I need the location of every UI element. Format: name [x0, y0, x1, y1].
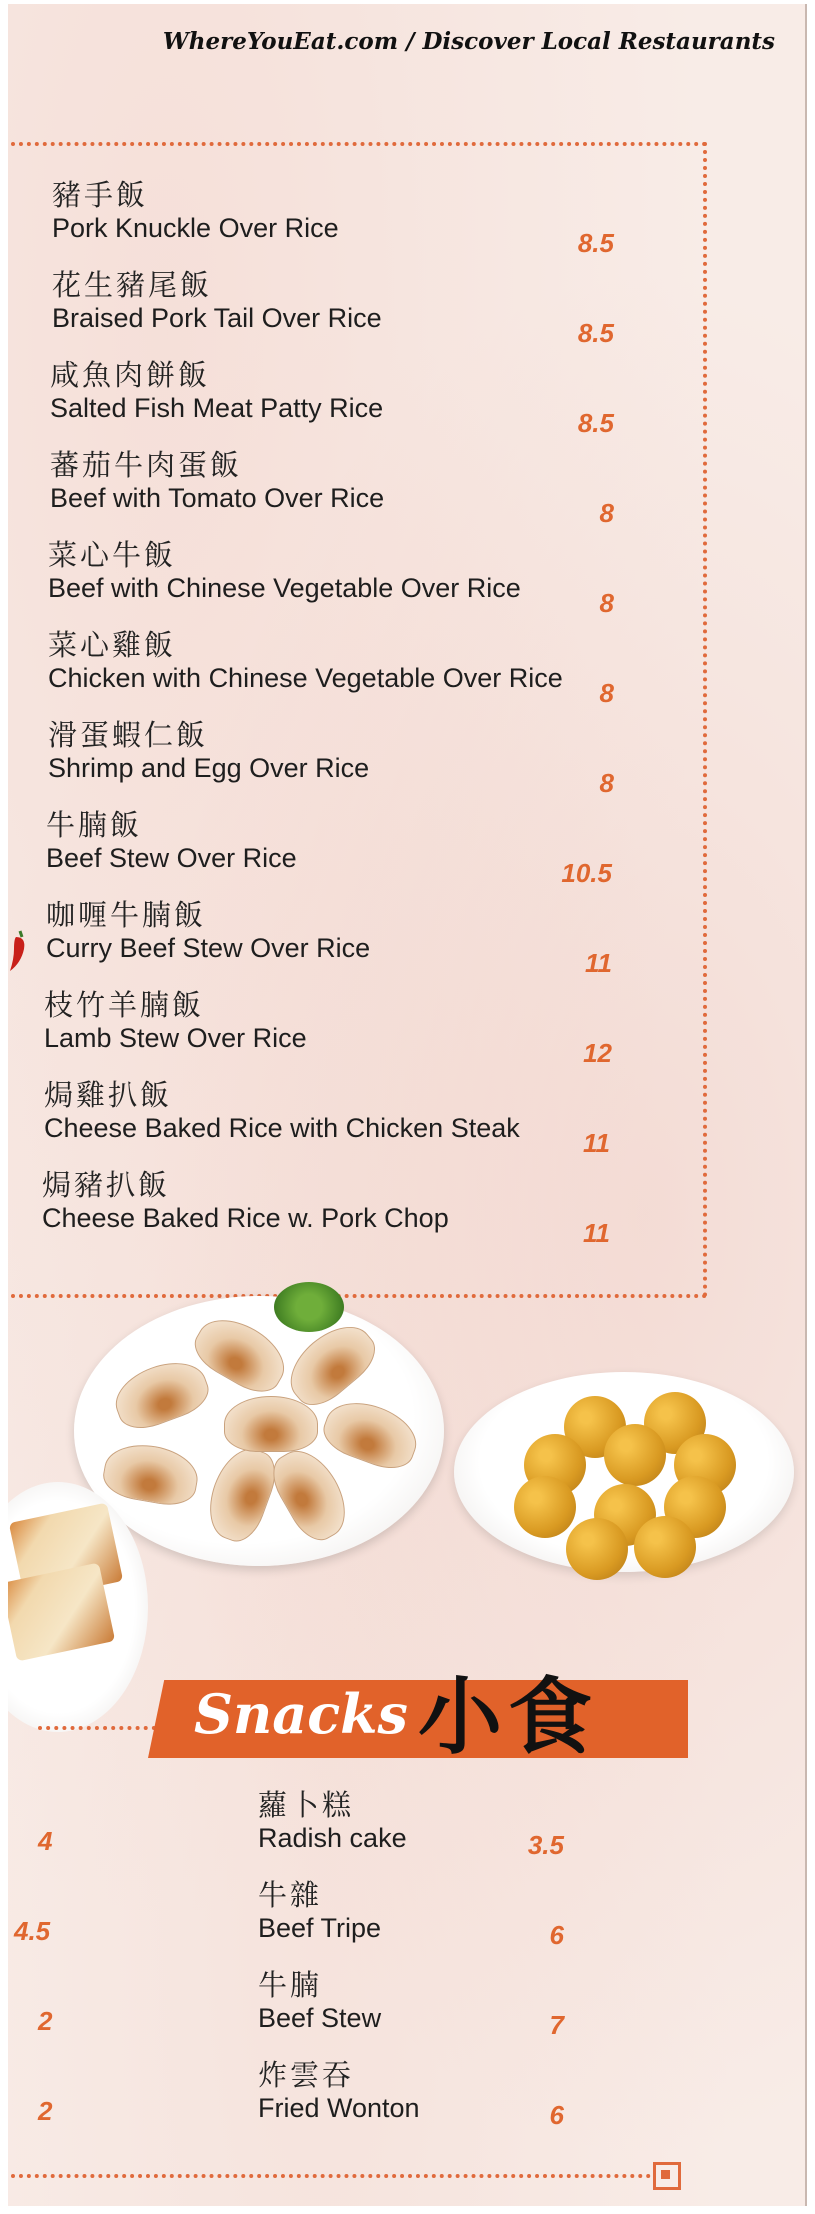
item-chinese-name: 菜心牛飯 [48, 538, 177, 572]
item-chinese-name: 蕃茄牛肉蛋飯 [50, 448, 243, 482]
item-chinese-name: 焗雞扒飯 [44, 1078, 173, 1112]
item-price: 3.5 [527, 1830, 564, 1860]
fishball [514, 1476, 576, 1538]
item-english-name: Beef Stew [258, 2003, 382, 2033]
item-chinese-name: 牛腩 [258, 1968, 323, 2002]
menu-item [48, 718, 369, 784]
menu-item [48, 538, 521, 604]
item-english-name: Cheese Baked Rice with Chicken Steak [44, 1113, 520, 1143]
item-chinese-name: 花生豬尾飯 [52, 268, 213, 302]
item-english-name: Beef with Tomato Over Rice [50, 483, 385, 513]
item-chinese-name: 菜心雞飯 [48, 628, 177, 662]
fishball [604, 1424, 666, 1486]
item-price: 11 [585, 948, 612, 978]
snack-item [258, 1788, 407, 1854]
item-price: 8.5 [577, 408, 614, 438]
snacks-divider-bottom [11, 2174, 651, 2178]
item-chinese-name: 咸魚肉餅飯 [50, 358, 211, 392]
menu-item [42, 1168, 449, 1234]
dumpling [199, 1440, 284, 1547]
item-chinese-name: 滑蛋蝦仁飯 [48, 718, 209, 752]
item-price: 6 [549, 2100, 564, 2130]
item-price: 8.5 [577, 228, 614, 258]
dumpling [224, 1396, 318, 1452]
dumplings-photo [74, 1296, 444, 1566]
left-column-price: 2 [38, 2096, 53, 2126]
item-chinese-name: 咖喱牛腩飯 [46, 898, 207, 932]
item-chinese-name: 牛腩飯 [46, 808, 143, 842]
menu-item [50, 448, 384, 514]
item-english-name: Braised Pork Tail Over Rice [52, 303, 382, 333]
item-price: 6 [549, 1920, 564, 1950]
item-english-name: Shrimp and Egg Over Rice [48, 753, 370, 783]
garnish-lettuce [274, 1282, 344, 1332]
corner-ornament [653, 2162, 681, 2190]
item-price: 7 [549, 2010, 564, 2040]
dumpling [100, 1438, 202, 1509]
menu-item [48, 628, 563, 694]
menu-item [46, 898, 370, 964]
snack-item [258, 1968, 381, 2034]
item-chinese-name: 炸雲吞 [258, 2058, 355, 2092]
dumpling [317, 1392, 424, 1477]
item-english-name: Beef with Chinese Vegetable Over Rice [48, 573, 521, 603]
radish-cake-slice [8, 1562, 115, 1661]
item-price: 8 [599, 678, 614, 708]
item-price: 8 [599, 588, 614, 618]
menu-item [44, 1078, 520, 1144]
menu-item [52, 268, 382, 334]
item-english-name: Beef Stew Over Rice [46, 843, 297, 873]
item-chinese-name: 枝竹羊腩飯 [44, 988, 205, 1022]
item-price: 11 [583, 1218, 610, 1248]
snack-item [258, 1878, 381, 1944]
item-english-name: Fried Wonton [258, 2093, 420, 2123]
item-price: 12 [583, 1038, 612, 1068]
left-column-price: 4 [38, 1826, 53, 1856]
fishball [566, 1518, 628, 1580]
snacks-divider-left [38, 1726, 156, 1730]
item-chinese-name: 豬手飯 [52, 178, 149, 212]
item-price: 8.5 [577, 318, 614, 348]
item-price: 8 [599, 498, 614, 528]
fishball [634, 1516, 696, 1578]
menu-item [46, 808, 297, 874]
site-header: WhereYouEat.com / Discover Local Restaurants [162, 28, 775, 55]
item-english-name: Chicken with Chinese Vegetable Over Rice [48, 663, 563, 693]
item-price: 10.5 [561, 858, 612, 888]
menu-page [8, 4, 807, 2206]
item-english-name: Curry Beef Stew Over Rice [46, 933, 371, 963]
item-english-name: Radish cake [258, 1823, 407, 1853]
snack-item [258, 2058, 420, 2124]
snacks-title-en: Snacks [194, 1682, 408, 1746]
chili-pepper-icon [8, 929, 30, 973]
menu-item [52, 178, 339, 244]
item-english-name: Cheese Baked Rice w. Pork Chop [42, 1203, 449, 1233]
item-english-name: Beef Tripe [258, 1913, 382, 1943]
item-chinese-name: 蘿卜糕 [258, 1788, 355, 1822]
item-english-name: Pork Knuckle Over Rice [52, 213, 339, 243]
dumpling [107, 1352, 214, 1437]
menu-item [44, 988, 307, 1054]
item-english-name: Lamb Stew Over Rice [44, 1023, 307, 1053]
item-price: 8 [599, 768, 614, 798]
dumpling [263, 1439, 358, 1548]
menu-item [50, 358, 383, 424]
fishballs-photo [454, 1372, 794, 1572]
item-chinese-name: 焗豬扒飯 [42, 1168, 171, 1202]
item-english-name: Salted Fish Meat Patty Rice [50, 393, 384, 423]
item-chinese-name: 牛雜 [258, 1878, 323, 1912]
left-column-price: 2 [38, 2006, 53, 2036]
item-price: 11 [583, 1128, 610, 1158]
snacks-title-zh: 小食 [418, 1668, 599, 1766]
left-column-price: 4.5 [14, 1916, 51, 1946]
